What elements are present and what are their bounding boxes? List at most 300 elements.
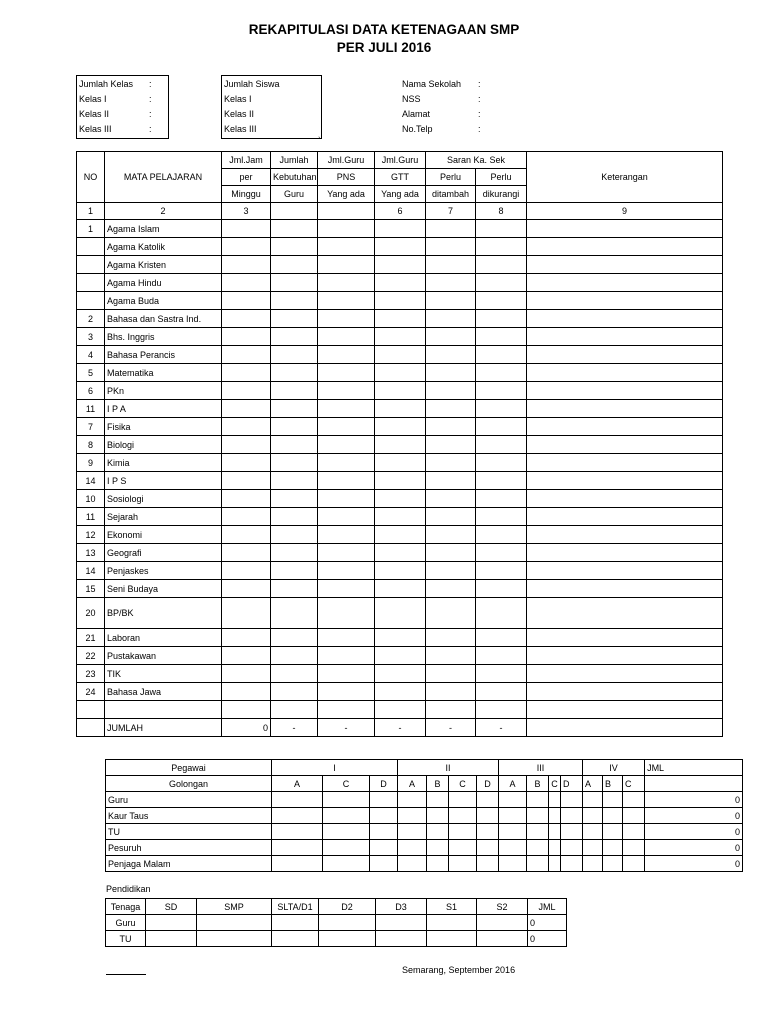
empty-cell [375,382,426,400]
empty-cell [222,382,271,400]
header-sub: A [583,776,603,792]
row-pegawai: TU [106,824,272,840]
empty-cell [271,328,318,346]
header-sub: C [549,776,561,792]
empty-cell [426,418,476,436]
empty-cell [318,701,375,719]
empty-cell [271,647,318,665]
empty-cell [449,824,477,840]
empty-cell [375,418,426,436]
empty-cell [499,840,527,856]
empty-cell [603,792,623,808]
empty-cell [375,256,426,274]
empty-cell [603,856,623,872]
row-subject [105,701,222,719]
empty-cell [527,328,723,346]
table-row [77,598,723,629]
row-no: 8 [77,436,105,454]
empty-cell [272,915,319,931]
empty-cell [426,220,476,238]
table-cell: per [222,169,271,186]
table-row [106,824,743,840]
info-right [400,76,483,136]
empty-cell [527,508,723,526]
empty-cell [271,544,318,562]
empty-cell [271,454,318,472]
empty-cell [527,454,723,472]
tick-mark: ` [318,136,321,145]
empty-cell [222,490,271,508]
empty-cell [561,808,583,824]
row-no: 9 [77,454,105,472]
empty-cell [427,808,449,824]
table-row [77,580,723,598]
row-subject: Bahasa Jawa [105,683,222,701]
empty-cell [318,665,375,683]
row-jml: 0 [645,824,743,840]
empty-cell [603,808,623,824]
empty-cell [426,400,476,418]
empty-cell [426,683,476,701]
row-no: 5 [77,364,105,382]
empty-cell [272,856,323,872]
empty-cell [527,292,723,310]
empty-cell [499,856,527,872]
row-jml: 0 [528,931,567,947]
pendidikan-table [105,898,567,947]
row-subject: Kimia [105,454,222,472]
empty-cell [476,508,527,526]
table-row [77,203,723,220]
empty-cell [527,808,549,824]
empty-cell [318,472,375,490]
info-colon: : [478,123,481,134]
table-row [77,508,723,526]
empty-cell [271,490,318,508]
column-number [318,203,375,220]
empty-cell [376,915,427,931]
header-sub: B [427,776,449,792]
empty-cell [527,629,723,647]
column-number: 3 [222,203,271,220]
empty-cell [375,454,426,472]
empty-cell [318,526,375,544]
empty-cell [476,418,527,436]
empty-cell [426,328,476,346]
empty-cell [623,824,645,840]
golongan-table [105,759,743,872]
empty-cell [549,840,561,856]
header-sub: D [370,776,398,792]
empty-cell [561,856,583,872]
row-no: 11 [77,400,105,418]
empty-cell [370,808,398,824]
row-subject: Laboran [105,629,222,647]
empty-cell [477,856,499,872]
info-label: Nama Sekolah [402,78,462,89]
empty-cell [375,400,426,418]
empty-cell [561,792,583,808]
empty-cell [271,665,318,683]
header-pendidikan: S1 [427,899,477,915]
info-colon: : [149,93,152,104]
empty-cell [271,580,318,598]
empty-cell [376,931,427,947]
table-row [77,382,723,400]
empty-cell [375,665,426,683]
table-row [77,328,723,346]
header-mapel: MATA PELAJARAN [105,152,222,203]
row-no [77,701,105,719]
empty-cell [527,436,723,454]
column-number: 6 [375,203,426,220]
empty-cell [426,256,476,274]
empty-cell [222,256,271,274]
empty-cell [561,824,583,840]
row-no: 22 [77,647,105,665]
empty-cell [645,776,743,792]
header-keb: Jumlah [271,152,318,169]
empty-cell [449,856,477,872]
empty-cell [398,808,427,824]
column-number: 1 [77,203,105,220]
empty-cell [449,808,477,824]
empty-cell [318,382,375,400]
header-sub: A [398,776,427,792]
info-label: Jumlah Kelas [79,78,134,89]
empty-cell [375,328,426,346]
empty-cell [318,598,375,629]
empty-cell [426,544,476,562]
row-no: 21 [77,629,105,647]
empty-cell [398,840,427,856]
table-row [77,364,723,382]
table-cell: Minggu [222,186,271,203]
header-sub: B [527,776,549,792]
empty-cell [476,544,527,562]
total-value: - [476,719,527,737]
row-subject: I P S [105,472,222,490]
empty-cell [271,346,318,364]
row-no: 23 [77,665,105,683]
total-value: - [318,719,375,737]
row-subject: Agama Kristen [105,256,222,274]
empty-cell [271,220,318,238]
empty-cell [623,792,645,808]
table-row [77,292,723,310]
row-pegawai: Kaur Taus [106,808,272,824]
empty-cell [527,310,723,328]
row-subject: TIK [105,665,222,683]
total-value: - [426,719,476,737]
empty-cell [426,346,476,364]
empty-cell [477,808,499,824]
empty-cell [375,220,426,238]
empty-cell [527,220,723,238]
header-pendidikan: Tenaga [106,899,146,915]
empty-cell [426,274,476,292]
empty-cell [583,840,603,856]
empty-cell [323,808,370,824]
row-subject: Penjaskes [105,562,222,580]
total-value: - [271,719,318,737]
info-label: Jumlah Siswa [224,78,280,89]
empty-cell [583,824,603,840]
empty-cell [527,683,723,701]
empty-cell [527,562,723,580]
empty-cell [318,238,375,256]
row-no: 11 [77,508,105,526]
empty-cell [476,526,527,544]
empty-cell [271,400,318,418]
row-tenaga: Guru [106,915,146,931]
row-subject: Matematika [105,364,222,382]
empty-cell [271,364,318,382]
empty-cell [375,292,426,310]
empty-cell [271,562,318,580]
header-pns: Jml.Guru [318,152,375,169]
row-no [77,274,105,292]
table-row [106,760,743,776]
page-title: REKAPITULASI DATA KETENAGAAN SMP [248,22,520,37]
signature-line [106,974,146,975]
table-row [77,472,723,490]
table-row [106,915,567,931]
empty-cell [476,364,527,382]
info-label: Kelas II [79,108,110,119]
empty-cell [477,840,499,856]
empty-cell [323,856,370,872]
header-pendidikan: D2 [319,899,376,915]
header-group: III [499,760,583,776]
empty-cell [476,665,527,683]
empty-cell [476,683,527,701]
empty-cell [527,400,723,418]
empty-cell [426,598,476,629]
empty-cell [318,580,375,598]
empty-cell [197,915,272,931]
empty-cell [477,931,528,947]
table-row [77,220,723,238]
empty-cell [527,701,723,719]
table-row [77,562,723,580]
info-colon: : [478,78,481,89]
header-pendidikan: JML [528,899,567,915]
empty-cell [499,808,527,824]
empty-cell [426,580,476,598]
empty-cell [583,808,603,824]
empty-cell [476,472,527,490]
header-pendidikan: SMP [197,899,272,915]
empty-cell [375,310,426,328]
total-value: - [375,719,426,737]
empty-cell [222,454,271,472]
empty-cell [426,629,476,647]
empty-cell [476,490,527,508]
empty-cell [318,220,375,238]
empty-cell [222,665,271,683]
empty-cell [426,647,476,665]
empty-cell [375,238,426,256]
empty-cell [426,310,476,328]
empty-cell [426,436,476,454]
empty-cell [77,719,105,737]
table-row [77,454,723,472]
empty-cell [426,238,476,256]
empty-cell [476,346,527,364]
empty-cell [375,526,426,544]
empty-cell [222,328,271,346]
empty-cell [476,274,527,292]
empty-cell [499,792,527,808]
empty-cell [370,792,398,808]
table-row [106,856,743,872]
empty-cell [527,665,723,683]
header-group: I [272,760,398,776]
row-no: 14 [77,472,105,490]
empty-cell [319,931,376,947]
row-subject: BP/BK [105,598,222,629]
empty-cell [527,544,723,562]
empty-cell [476,454,527,472]
empty-cell [375,562,426,580]
header-golongan: Golongan [106,776,272,792]
row-no [77,292,105,310]
row-pegawai: Penjaga Malam [106,856,272,872]
empty-cell [222,580,271,598]
empty-cell [527,792,549,808]
info-label: Kelas III [224,123,257,134]
info-label: Alamat [402,108,431,119]
empty-cell [318,256,375,274]
empty-cell [271,508,318,526]
empty-cell [222,508,271,526]
empty-cell [476,598,527,629]
empty-cell [318,364,375,382]
empty-cell [323,792,370,808]
empty-cell [476,562,527,580]
row-subject: Biologi [105,436,222,454]
empty-cell [222,400,271,418]
table-row [106,792,743,808]
empty-cell [271,683,318,701]
table-row [77,665,723,683]
empty-cell [197,931,272,947]
empty-cell [271,256,318,274]
empty-cell [549,808,561,824]
table-row [77,719,723,737]
table-row [77,310,723,328]
empty-cell [318,683,375,701]
table-row [77,400,723,418]
empty-cell [477,792,499,808]
footer-date: Semarang, September 2016 [402,965,516,975]
info-label: Kelas III [79,123,112,134]
table-row [77,152,723,169]
empty-cell [375,436,426,454]
column-number: 9 [527,203,723,220]
header-no: NO [77,152,105,203]
info-label: No.Telp [402,123,433,134]
table-cell: dikurangi [476,186,527,203]
info-label: Kelas I [224,93,252,104]
empty-cell [222,701,271,719]
empty-cell [318,328,375,346]
header-sub: A [272,776,323,792]
empty-cell [222,292,271,310]
empty-cell [426,364,476,382]
row-subject: Sejarah [105,508,222,526]
table-row [77,683,723,701]
empty-cell [527,472,723,490]
empty-cell [370,824,398,840]
empty-cell [476,310,527,328]
empty-cell [272,840,323,856]
row-jml: 0 [645,856,743,872]
empty-cell [222,683,271,701]
row-subject: Agama Katolik [105,238,222,256]
row-subject: I P A [105,400,222,418]
table-row [77,629,723,647]
info-label: Kelas II [224,108,255,119]
empty-cell [318,508,375,526]
table-cell: Kebutuhan [271,169,318,186]
empty-cell [222,220,271,238]
row-subject: Agama Buda [105,292,222,310]
row-no: 7 [77,418,105,436]
empty-cell [271,526,318,544]
empty-cell [426,292,476,310]
empty-cell [272,931,319,947]
empty-cell [426,701,476,719]
empty-cell [623,808,645,824]
empty-cell [476,238,527,256]
info-colon: : [149,108,152,119]
empty-cell [623,856,645,872]
table-row [77,346,723,364]
empty-cell [271,274,318,292]
table-cell: PNS [318,169,375,186]
row-no: 1 [77,220,105,238]
empty-cell [499,824,527,840]
row-no: 3 [77,328,105,346]
empty-cell [222,364,271,382]
empty-cell [222,238,271,256]
header-group: II [398,760,499,776]
empty-cell [222,562,271,580]
row-pegawai: Guru [106,792,272,808]
empty-cell [477,915,528,931]
header-sub: C [623,776,645,792]
info-left [77,76,154,136]
empty-cell [319,915,376,931]
empty-cell [549,856,561,872]
empty-cell [527,274,723,292]
empty-cell [375,701,426,719]
row-subject: Agama Islam [105,220,222,238]
empty-cell [375,364,426,382]
empty-cell [318,310,375,328]
header-jml: JML [645,760,743,776]
empty-cell [476,220,527,238]
info-colon: : [149,123,152,134]
empty-cell [426,508,476,526]
table-row [77,256,723,274]
row-no: 14 [77,562,105,580]
empty-cell [271,701,318,719]
empty-cell [549,824,561,840]
table-cell: GTT [375,169,426,186]
